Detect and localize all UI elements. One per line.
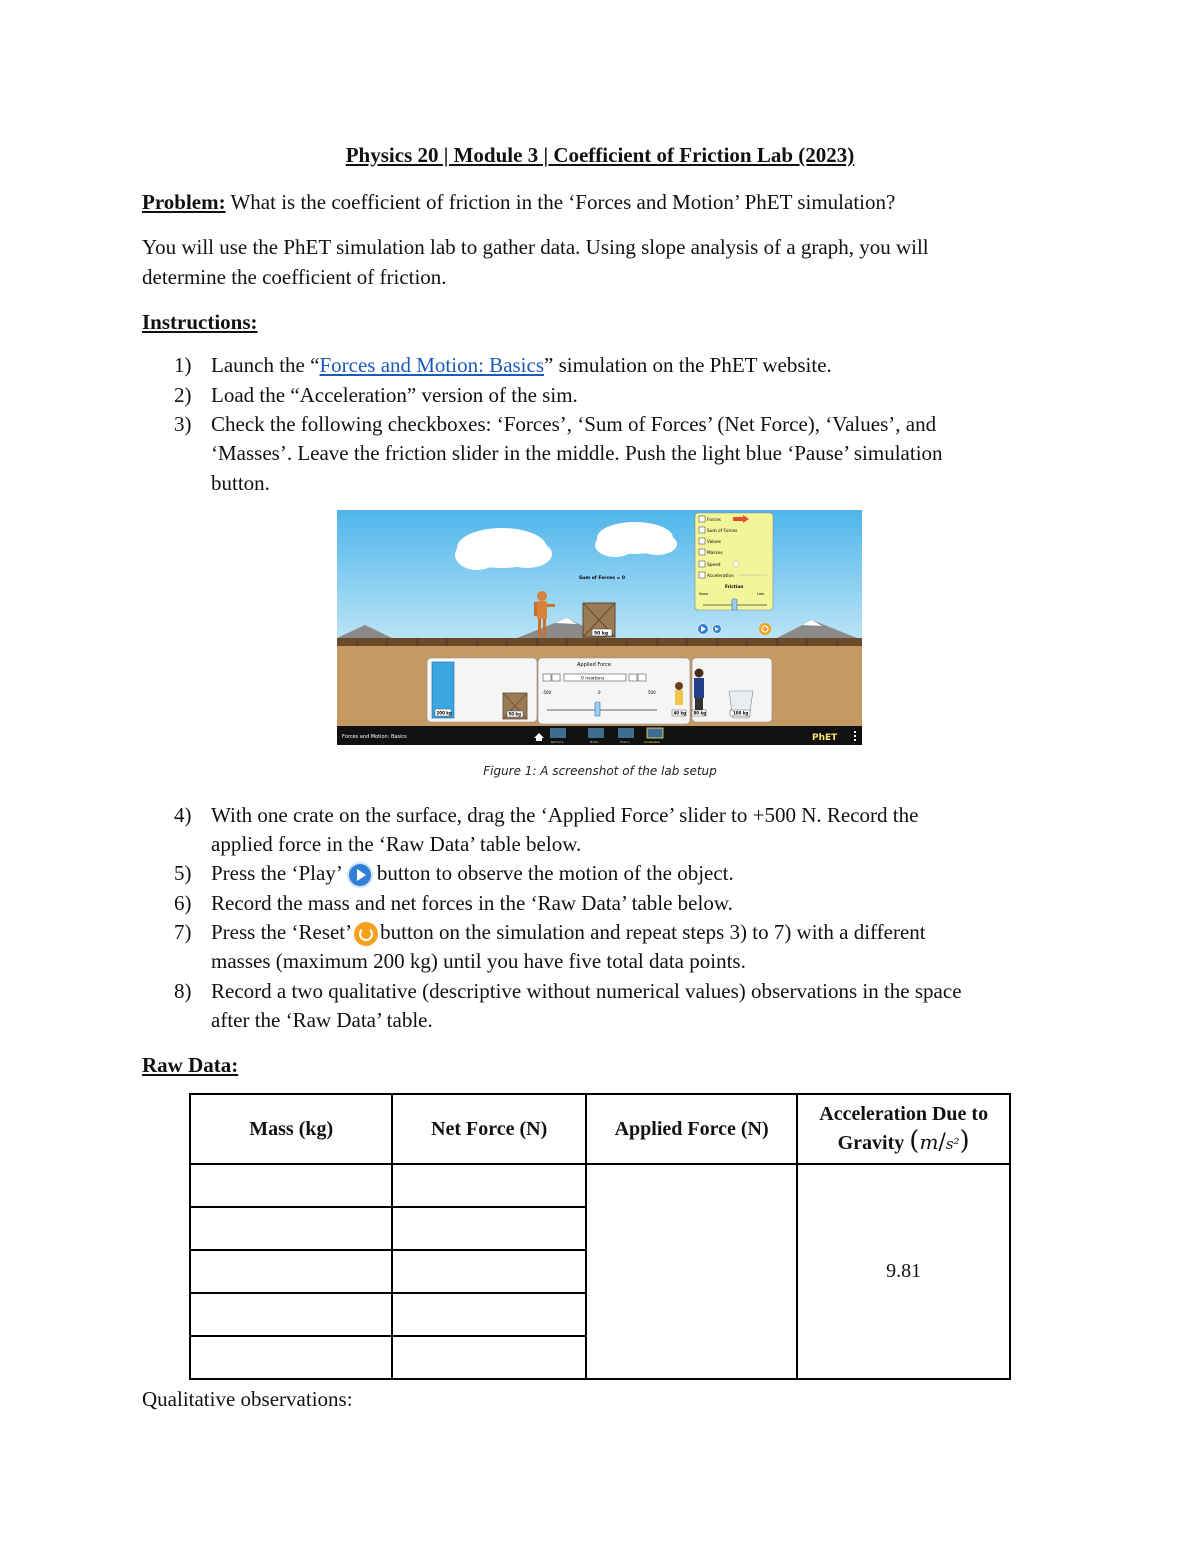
object-tray-left bbox=[427, 658, 537, 722]
problem-label: Problem: bbox=[142, 190, 226, 214]
mass-input-cell-3[interactable] bbox=[190, 1250, 392, 1293]
step-number: 5) bbox=[174, 861, 192, 885]
slider-min: -500 bbox=[542, 690, 552, 695]
mass-input-cell-4[interactable] bbox=[190, 1293, 392, 1336]
gravity-value-cell: 9.81 bbox=[797, 1164, 1010, 1379]
sum-of-forces-label: Sum of Forces = 0 bbox=[579, 576, 625, 581]
crate2-mass-label: 50 kg bbox=[508, 711, 521, 717]
step-number: 7) bbox=[174, 920, 192, 944]
nav-tab-net-force-label: Net Force bbox=[551, 741, 564, 744]
step-3-line-1: Check the following checkboxes: ‘Forces’, ‘Sum of Forces’ (Net Force), ‘Values’, and bbox=[211, 412, 937, 436]
problem-line bbox=[142, 187, 1062, 217]
step-8-line-1: Record a two qualitative (descriptive without numerical values) observations in the space bbox=[211, 979, 962, 1003]
header-net-force: Net Force (N) bbox=[392, 1094, 585, 1164]
net-force-input-cell-3[interactable] bbox=[392, 1250, 585, 1293]
step-8-line-2: after the ‘Raw Data’ table. bbox=[211, 1008, 433, 1032]
nav-tab-motion bbox=[588, 728, 604, 738]
intro-line-2: determine the coefficient of friction. bbox=[142, 265, 447, 289]
man-mass-label: 80 kg bbox=[693, 710, 706, 716]
step-7-pre: Press the ‘Reset’ bbox=[211, 920, 353, 944]
table-header-row bbox=[190, 1094, 1010, 1164]
page-title: Physics 20 | Module 3 | Coefficient of Friction Lab (2023) bbox=[345, 143, 855, 167]
mass-input-cell-5[interactable] bbox=[190, 1336, 392, 1379]
applied-force-slider-thumb bbox=[595, 702, 600, 716]
mass-input-cell-1[interactable] bbox=[190, 1164, 392, 1207]
friction-label: Friction bbox=[725, 585, 744, 590]
instructions-heading: Instructions: bbox=[142, 310, 258, 334]
reset-icon bbox=[759, 623, 771, 635]
net-force-input-cell-2[interactable] bbox=[392, 1207, 585, 1250]
ground-track bbox=[337, 638, 862, 646]
step-number: 4) bbox=[174, 803, 192, 827]
step-7-line-2: masses (maximum 200 kg) until you have five total data points. bbox=[211, 949, 746, 973]
applied-force-value: 0 newtons bbox=[581, 676, 605, 682]
step-1-pre: Launch the “ bbox=[211, 353, 320, 377]
step-5-pre: Press the ‘Play’ bbox=[211, 861, 343, 885]
step-3-line-3: button. bbox=[211, 471, 270, 495]
checkbox-masses: Masses bbox=[707, 551, 723, 556]
nav-tab-motion-label: Motion bbox=[590, 741, 599, 744]
raw-data-table bbox=[189, 1093, 1011, 1380]
step-number: 1) bbox=[174, 353, 192, 377]
step-number: 6) bbox=[174, 891, 192, 915]
forces-motion-link[interactable]: Forces and Motion: Basics bbox=[319, 353, 545, 377]
slider-mid: 0 bbox=[598, 690, 601, 695]
slider-max: 500 bbox=[648, 690, 656, 695]
step-7-post: button on the simulation and repeat steps 3) to 7) with a different bbox=[380, 920, 926, 944]
reset-icon bbox=[354, 922, 378, 946]
table-row bbox=[190, 1164, 1010, 1207]
step-5-post: button to observe the motion of the object. bbox=[376, 861, 734, 885]
header-mass: Mass (kg) bbox=[190, 1094, 392, 1164]
crate-mass-label: 50 kg bbox=[594, 631, 609, 637]
applied-force-input-cell[interactable] bbox=[586, 1164, 797, 1379]
problem-text: What is the coefficient of friction in the ‘Forces and Motion’ PhET simulation? bbox=[225, 190, 896, 214]
fridge-mass-label: 200 kg bbox=[436, 710, 452, 716]
gravity-unit-den: s² bbox=[945, 1134, 960, 1153]
nav-tab-acceleration-label: Acceleration bbox=[644, 741, 661, 744]
play-icon bbox=[349, 864, 371, 886]
mass-input-cell-2[interactable] bbox=[190, 1207, 392, 1250]
header-applied-force: Applied Force (N) bbox=[586, 1094, 797, 1164]
friction-slider-thumb bbox=[732, 599, 737, 610]
crate-on-surface bbox=[583, 603, 615, 637]
nav-tab-acceleration bbox=[647, 728, 663, 738]
step-1-post: ” simulation on the PhET website. bbox=[544, 353, 832, 377]
gravity-unit: (m/s²) bbox=[909, 1125, 970, 1156]
sim-footer-title: Forces and Motion: Basics bbox=[342, 734, 407, 740]
applied-force-panel bbox=[538, 658, 690, 724]
header-gravity bbox=[797, 1094, 1010, 1164]
step-2-text: Load the “Acceleration” version of the sim. bbox=[211, 383, 578, 407]
step-3-line-2: ‘Masses’. Leave the friction slider in the middle. Push the light blue ‘Pause’ simulation bbox=[211, 441, 943, 465]
figure-caption: Figure 1: A screenshot of the lab setup bbox=[483, 764, 717, 778]
friction-none: None bbox=[699, 592, 709, 596]
net-force-input-cell-5[interactable] bbox=[392, 1336, 585, 1379]
nav-tab-friction bbox=[618, 728, 634, 738]
phet-logo: PhET bbox=[812, 733, 838, 743]
trash-mass-label: 100 kg bbox=[733, 710, 749, 716]
step-number: 3) bbox=[174, 412, 192, 436]
gravity-unit-num: m bbox=[919, 1129, 939, 1154]
nav-tab-net-force bbox=[550, 728, 566, 738]
friction-lots: Lots bbox=[757, 592, 765, 596]
net-force-input-cell-4[interactable] bbox=[392, 1293, 585, 1336]
net-force-input-cell-1[interactable] bbox=[392, 1164, 585, 1207]
checkbox-acceleration: Acceleration bbox=[707, 574, 734, 579]
step-4-line-2: applied force in the ‘Raw Data’ table below. bbox=[211, 832, 582, 856]
checkbox-values: Values bbox=[707, 540, 722, 545]
step-4-line-1: With one crate on the surface, drag the ‘Applied Force’ slider to +500 N. Record the bbox=[211, 803, 919, 827]
checkbox-forces: Forces bbox=[707, 518, 721, 523]
checkbox-speed: Speed bbox=[707, 563, 721, 568]
checkbox-sum-of-forces: Sum of Forces bbox=[707, 529, 738, 534]
intro-line-1: You will use the PhET simulation lab to gather data. Using slope analysis of a graph, you will bbox=[142, 235, 929, 259]
raw-data-heading: Raw Data: bbox=[142, 1053, 239, 1077]
nav-tab-friction-label: Friction bbox=[620, 741, 630, 744]
header-gravity-text: Acceleration Due to Gravity bbox=[819, 1102, 989, 1154]
qualitative-observations-label: Qualitative observations: bbox=[142, 1387, 353, 1411]
step-6-text: Record the mass and net forces in the ‘Raw Data’ table below. bbox=[211, 891, 733, 915]
applied-force-label: Applied Force bbox=[577, 662, 611, 668]
step-number: 8) bbox=[174, 979, 192, 1003]
step-number: 2) bbox=[174, 383, 192, 407]
girl-mass-label: 40 kg bbox=[673, 710, 686, 716]
phet-sim-screenshot bbox=[337, 510, 862, 745]
